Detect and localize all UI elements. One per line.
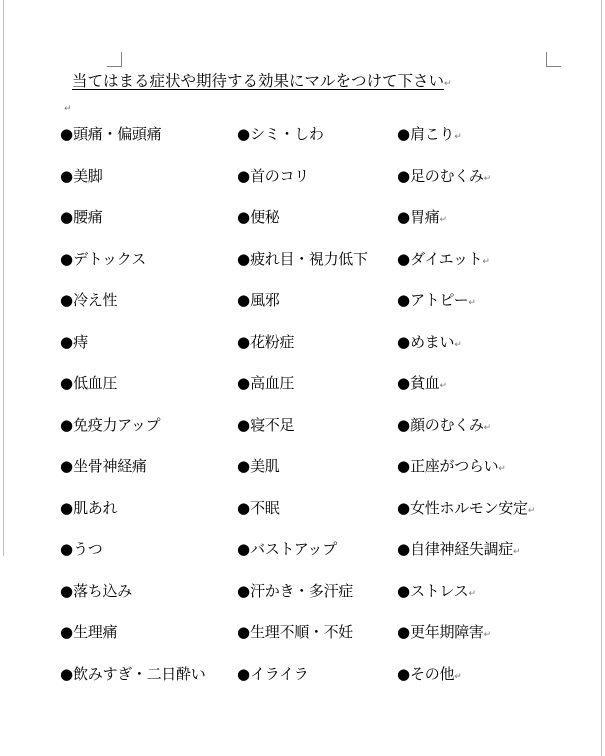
bullet-icon: ●: [397, 623, 411, 641]
symptom-label: 貧血: [410, 374, 440, 392]
symptom-row: [0, 372, 605, 394]
symptom-item[interactable]: [60, 621, 117, 643]
symptom-row: [0, 621, 605, 643]
symptom-label: 免疫力アップ: [73, 416, 161, 434]
bullet-icon: ●: [237, 208, 251, 226]
bullet-icon: ●: [60, 208, 74, 226]
symptom-label: 冷え性: [73, 291, 118, 309]
symptom-label: その他: [410, 665, 455, 683]
symptom-row: [0, 123, 605, 145]
symptom-label: 飲みすぎ・二日酔い: [73, 665, 206, 683]
bullet-icon: ●: [397, 374, 411, 392]
symptom-item[interactable]: [397, 289, 476, 314]
symptom-label: ダイエット: [410, 250, 483, 268]
bullet-icon: ●: [397, 291, 411, 309]
symptom-label: うつ: [73, 540, 103, 558]
symptom-item[interactable]: [60, 497, 117, 519]
symptom-label: 低血圧: [73, 374, 118, 392]
paragraph-mark-icon: ↵: [444, 79, 452, 89]
symptom-item[interactable]: [397, 248, 490, 273]
symptom-item[interactable]: [397, 621, 491, 646]
symptom-item[interactable]: [237, 580, 353, 602]
symptom-label: 落ち込み: [73, 582, 132, 600]
symptom-item[interactable]: [60, 414, 160, 436]
symptom-row: [0, 206, 605, 228]
bullet-icon: ●: [237, 665, 251, 683]
symptom-label: 首のコリ: [250, 167, 309, 185]
symptom-label: 汗かき・多汗症: [250, 582, 353, 600]
symptom-label: シミ・しわ: [250, 125, 324, 143]
symptom-item[interactable]: [237, 663, 308, 685]
symptom-item[interactable]: [60, 331, 88, 353]
symptom-item[interactable]: [397, 372, 447, 397]
symptom-label: 風邪: [250, 291, 280, 309]
symptom-label: 生理痛: [73, 623, 118, 641]
paragraph-mark-icon: ↵: [454, 672, 462, 682]
empty-paragraph: [64, 100, 72, 115]
bullet-icon: ●: [397, 540, 411, 558]
bullet-icon: ●: [237, 167, 251, 185]
symptom-label: 坐骨神経痛: [73, 457, 147, 475]
bullet-icon: ●: [397, 499, 411, 517]
symptom-item[interactable]: [237, 538, 337, 560]
symptom-label: アトピー: [410, 291, 469, 309]
symptom-item[interactable]: [397, 206, 447, 231]
margin-corner-top-right: [546, 52, 561, 67]
symptom-row: [0, 165, 605, 187]
document-title: 当てはまる症状や期待する効果にマルをつけて下さい: [72, 72, 445, 90]
paragraph-mark-icon: ↵: [482, 257, 490, 267]
paragraph-mark-icon: ↵: [454, 132, 462, 142]
paragraph-mark-icon: ↵: [439, 381, 448, 391]
symptom-item[interactable]: [397, 414, 491, 439]
symptom-label: 更年期障害: [410, 623, 484, 641]
symptom-item[interactable]: [397, 165, 491, 190]
bullet-icon: ●: [237, 291, 251, 309]
symptom-item[interactable]: [60, 123, 161, 145]
symptom-label: デトックス: [73, 250, 146, 268]
symptom-item[interactable]: [397, 123, 462, 148]
bullet-icon: ●: [397, 582, 411, 600]
symptom-item[interactable]: [237, 331, 294, 353]
symptom-item[interactable]: [397, 538, 521, 563]
symptom-row: [0, 497, 605, 519]
paragraph-mark-icon: ↵: [498, 464, 506, 474]
bullet-icon: ●: [60, 499, 74, 517]
symptom-row: [0, 248, 605, 270]
symptom-label: ストレス: [410, 582, 469, 600]
bullet-icon: ●: [60, 125, 74, 143]
symptom-item[interactable]: [397, 580, 476, 605]
bullet-icon: ●: [237, 250, 251, 268]
bullet-icon: ●: [237, 416, 251, 434]
symptom-label: めまい: [410, 333, 455, 351]
bullet-icon: ●: [397, 167, 411, 185]
symptom-item[interactable]: [60, 538, 103, 560]
symptom-item[interactable]: [60, 165, 103, 187]
bullet-icon: ●: [60, 665, 74, 683]
bullet-icon: ●: [397, 333, 411, 351]
symptom-item[interactable]: [397, 331, 462, 356]
bullet-icon: ●: [60, 582, 74, 600]
symptom-item[interactable]: [60, 455, 147, 477]
symptom-item[interactable]: [237, 621, 353, 643]
symptom-label: 高血圧: [250, 374, 295, 392]
symptom-label: 疲れ目・視力低下: [250, 250, 368, 268]
symptom-label: 痔: [73, 333, 88, 351]
symptom-item[interactable]: [237, 497, 280, 519]
symptom-item[interactable]: [60, 248, 146, 270]
symptom-item[interactable]: [60, 289, 117, 311]
paragraph-mark-icon: ↵: [527, 506, 536, 516]
bullet-icon: ●: [237, 125, 251, 143]
symptom-row: [0, 414, 605, 436]
symptom-item[interactable]: [397, 663, 462, 688]
bullet-icon: ●: [60, 457, 74, 475]
document-title-line: [72, 70, 452, 95]
symptom-label: 正座がつらい: [410, 457, 499, 475]
bullet-icon: ●: [237, 499, 251, 517]
symptom-label: 顔のむくみ: [410, 416, 484, 434]
symptom-label: 足のむくみ: [410, 167, 484, 185]
symptom-label: バストアップ: [250, 540, 337, 558]
symptom-item[interactable]: [237, 123, 324, 145]
bullet-icon: ●: [60, 623, 74, 641]
bullet-icon: ●: [397, 457, 411, 475]
symptom-item[interactable]: [397, 455, 506, 480]
symptom-label: 便秘: [250, 208, 280, 226]
symptom-item[interactable]: [60, 663, 205, 685]
symptom-label: 寝不足: [250, 416, 295, 434]
bullet-icon: ●: [60, 540, 74, 558]
symptom-item[interactable]: [60, 372, 117, 394]
bullet-icon: ●: [237, 623, 251, 641]
symptom-label: 肩こり: [410, 125, 455, 143]
symptom-label: 女性ホルモン安定: [410, 499, 528, 517]
paragraph-mark-icon: ↵: [439, 215, 448, 225]
paragraph-mark-icon: ↵: [454, 340, 462, 350]
paragraph-mark-icon: ↵: [483, 423, 492, 433]
bullet-icon: ●: [237, 457, 251, 475]
symptom-item[interactable]: [237, 165, 309, 187]
bullet-icon: ●: [60, 167, 74, 185]
symptom-row: [0, 455, 605, 477]
symptom-label: 頭痛・偏頭痛: [73, 125, 162, 143]
symptom-label: 生理不順・不妊: [250, 623, 353, 641]
symptom-row: [0, 289, 605, 311]
symptom-item[interactable]: [397, 497, 535, 522]
bullet-icon: ●: [397, 250, 411, 268]
symptom-row: [0, 538, 605, 560]
bullet-icon: ●: [60, 291, 74, 309]
bullet-icon: ●: [60, 333, 74, 351]
symptom-label: 肌あれ: [73, 499, 118, 517]
paragraph-mark-icon: ↵: [468, 298, 476, 308]
bullet-icon: ●: [237, 540, 251, 558]
symptom-item[interactable]: [237, 206, 280, 228]
symptom-item[interactable]: [237, 455, 280, 477]
bullet-icon: ●: [60, 250, 74, 268]
paragraph-mark-icon: ↵: [483, 630, 492, 640]
symptom-item[interactable]: [237, 372, 294, 394]
symptom-label: 美肌: [250, 457, 280, 475]
paragraph-mark-icon: ↵: [483, 174, 492, 184]
symptom-item[interactable]: [60, 580, 132, 602]
symptom-row: [0, 331, 605, 353]
paragraph-mark-icon: ↵: [64, 104, 72, 114]
paragraph-mark-icon: ↵: [468, 589, 476, 599]
symptom-label: 不眠: [250, 499, 280, 517]
symptom-label: イライラ: [250, 665, 309, 683]
margin-corner-top-left: [107, 52, 122, 67]
symptom-row: [0, 580, 605, 602]
symptom-row: [0, 663, 605, 685]
bullet-icon: ●: [237, 582, 251, 600]
bullet-icon: ●: [237, 374, 251, 392]
symptom-label: 腰痛: [73, 208, 103, 226]
symptom-item[interactable]: [237, 289, 280, 311]
symptom-label: 自律神経失調症: [410, 540, 513, 558]
bullet-icon: ●: [60, 416, 74, 434]
symptom-item[interactable]: [60, 206, 103, 228]
bullet-icon: ●: [397, 208, 411, 226]
bullet-icon: ●: [397, 125, 411, 143]
symptom-item[interactable]: [237, 248, 368, 270]
symptom-label: 花粉症: [250, 333, 295, 351]
paragraph-mark-icon: ↵: [513, 547, 521, 557]
symptom-item[interactable]: [237, 414, 294, 436]
bullet-icon: ●: [397, 665, 411, 683]
bullet-icon: ●: [237, 333, 251, 351]
bullet-icon: ●: [397, 416, 411, 434]
bullet-icon: ●: [60, 374, 74, 392]
symptom-label: 美脚: [73, 167, 103, 185]
symptom-label: 胃痛: [410, 208, 440, 226]
